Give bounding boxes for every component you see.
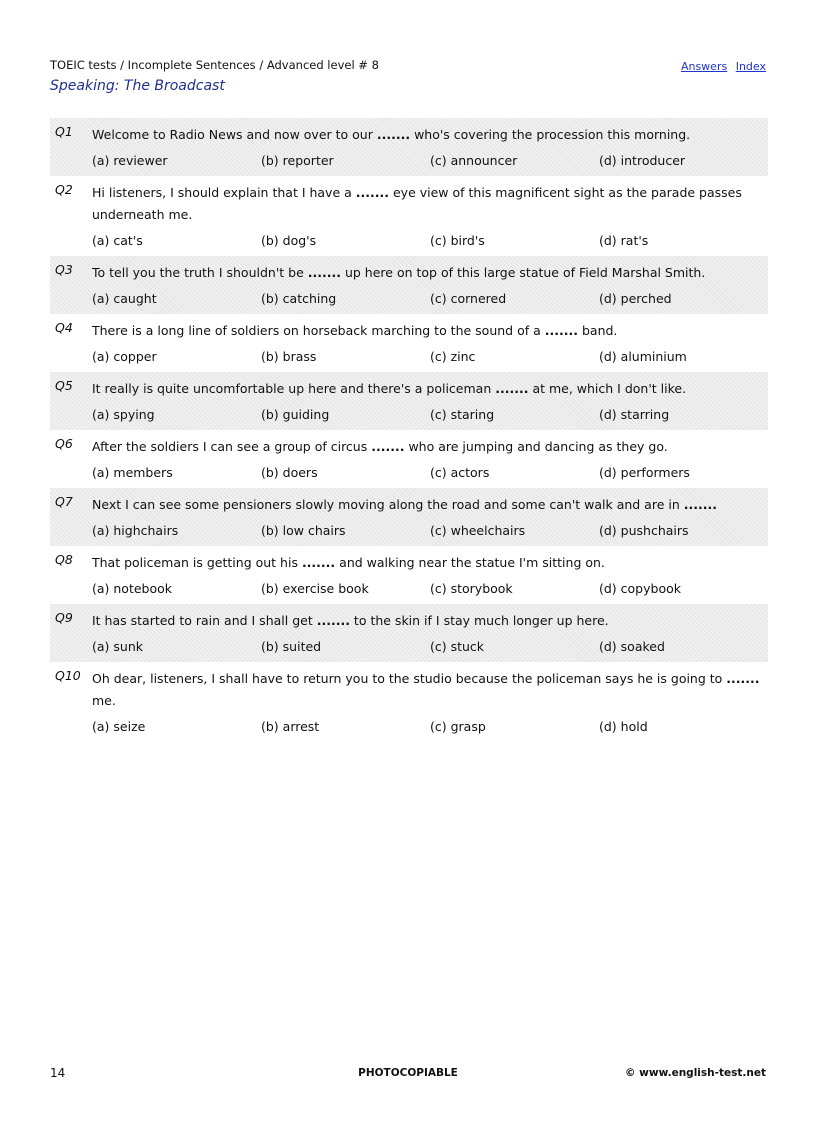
question-text-after: at me, which I don't like.: [528, 381, 687, 396]
question-text-before: It really is quite uncomfortable up here and there's a policeman: [92, 381, 496, 396]
answer-option-d[interactable]: (d) soaked: [599, 639, 665, 654]
question-text: [92, 668, 768, 712]
answer-options: [92, 230, 768, 252]
question-number: Q8: [55, 552, 73, 567]
answer-option-c[interactable]: (c) bird's: [430, 233, 485, 248]
question-text-after: up here on top of this large statue of Field Marshal Smith.: [341, 265, 706, 280]
question-text-after: who's covering the procession this morning.: [410, 127, 691, 142]
question-text: [92, 494, 768, 516]
question-text-before: There is a long line of soldiers on horseback marching to the sound of a: [92, 323, 545, 338]
answer-option-d[interactable]: (d) starring: [599, 407, 670, 422]
answer-option-c[interactable]: (c) staring: [430, 407, 495, 422]
question-text-before: That policeman is getting out his: [92, 555, 302, 570]
question-text-before: After the soldiers I can see a group of circus: [92, 439, 372, 454]
page-number: 14: [50, 1066, 66, 1080]
answer-option-b[interactable]: (b) dog's: [261, 233, 317, 248]
answer-option-d[interactable]: (d) introducer: [599, 153, 686, 168]
question-blank: .......: [355, 185, 390, 200]
question-text-before: It has started to rain and I shall get: [92, 613, 317, 628]
answer-options: [92, 404, 768, 426]
answer-option-a[interactable]: (a) highchairs: [92, 523, 179, 538]
answer-option-a[interactable]: (a) sunk: [92, 639, 143, 654]
question-text: [92, 552, 768, 574]
answer-option-c[interactable]: (c) wheelchairs: [430, 523, 526, 538]
page-header: [50, 58, 766, 94]
answer-option-c[interactable]: (c) announcer: [430, 153, 518, 168]
question-list: [50, 118, 768, 742]
answer-options: [92, 716, 768, 738]
photocopiable-label: PHOTOCOPIABLE: [358, 1067, 458, 1079]
breadcrumb: TOEIC tests / Incomplete Sentences / Advanced level # 8: [50, 58, 379, 72]
question-number: Q9: [55, 610, 73, 625]
answer-options: [92, 150, 768, 172]
question-text-before: Welcome to Radio News and now over to our: [92, 127, 377, 142]
question-blank: .......: [316, 613, 350, 628]
answer-option-a[interactable]: (a) copper: [92, 349, 157, 364]
answer-option-b[interactable]: (b) brass: [261, 349, 317, 364]
answer-option-b[interactable]: (b) catching: [261, 291, 337, 306]
question-text: [92, 320, 768, 342]
answer-option-b[interactable]: (b) suited: [261, 639, 322, 654]
answer-option-c[interactable]: (c) storybook: [430, 581, 513, 596]
answer-options: [92, 288, 768, 310]
question-text-before: To tell you the truth I shouldn't be: [92, 265, 308, 280]
question-blank: .......: [726, 671, 760, 686]
question-item: [50, 662, 768, 742]
answer-option-d[interactable]: (d) copybook: [599, 581, 681, 596]
answer-options: [92, 578, 768, 600]
answer-option-a[interactable]: (a) spying: [92, 407, 155, 422]
question-number: Q5: [55, 378, 73, 393]
question-item: [50, 430, 768, 488]
answer-option-a[interactable]: (a) seize: [92, 719, 146, 734]
question-text: [92, 182, 768, 226]
answer-option-c[interactable]: (c) stuck: [430, 639, 485, 654]
answer-option-c[interactable]: (c) cornered: [430, 291, 507, 306]
question-text-before: Oh dear, listeners, I shall have to return you to the studio because the policeman says he is going to: [92, 671, 727, 686]
question-item: [50, 314, 768, 372]
question-blank: .......: [495, 381, 529, 396]
copyright-notice: © www.english-test.net: [625, 1067, 766, 1079]
answer-option-a[interactable]: (a) caught: [92, 291, 157, 306]
question-blank: .......: [376, 127, 411, 142]
answer-options: [92, 462, 768, 484]
question-text-after: eye view of this magnificent sight as the parade passes underneath me.: [92, 185, 742, 222]
question-blank: .......: [371, 439, 405, 454]
answer-option-b[interactable]: (b) doers: [261, 465, 318, 480]
question-blank: .......: [683, 497, 717, 512]
question-blank: .......: [307, 265, 341, 280]
question-number: Q10: [55, 668, 81, 683]
answer-option-b[interactable]: (b) low chairs: [261, 523, 346, 538]
question-text-after: me.: [92, 693, 116, 708]
question-text: [92, 124, 768, 146]
answer-option-d[interactable]: (d) performers: [599, 465, 690, 480]
answer-option-a[interactable]: (a) notebook: [92, 581, 173, 596]
answer-option-b[interactable]: (b) reporter: [261, 153, 334, 168]
question-blank: .......: [301, 555, 336, 570]
answer-options: [92, 636, 768, 658]
question-blank: .......: [544, 323, 578, 338]
answer-option-b[interactable]: (b) exercise book: [261, 581, 369, 596]
question-number: Q7: [55, 494, 73, 509]
answer-option-a[interactable]: (a) reviewer: [92, 153, 168, 168]
question-number: Q3: [55, 262, 73, 277]
question-item: [50, 488, 768, 546]
answer-option-b[interactable]: (b) arrest: [261, 719, 320, 734]
question-number: Q1: [55, 124, 73, 139]
question-text-before: Next I can see some pensioners slowly moving along the road and some can't walk and are in: [92, 497, 684, 512]
question-item: [50, 176, 768, 256]
header-links: [676, 60, 766, 74]
answer-options: [92, 520, 768, 542]
answer-option-a[interactable]: (a) cat's: [92, 233, 143, 248]
index-link[interactable]: Index: [735, 60, 766, 73]
question-item: [50, 604, 768, 662]
answer-option-d[interactable]: (d) perched: [599, 291, 672, 306]
question-text: [92, 378, 768, 400]
page-subtitle: Speaking: The Broadcast: [50, 78, 225, 94]
question-item: [50, 118, 768, 176]
answer-option-b[interactable]: (b) guiding: [261, 407, 330, 422]
question-number: Q4: [55, 320, 73, 335]
answer-option-c[interactable]: (c) grasp: [430, 719, 486, 734]
question-item: [50, 546, 768, 604]
question-text-after: who are jumping and dancing as they go.: [404, 439, 668, 454]
question-item: [50, 372, 768, 430]
question-text: [92, 610, 768, 632]
question-number: Q2: [55, 182, 73, 197]
question-text: [92, 436, 768, 458]
answer-option-d[interactable]: (d) rat's: [599, 233, 649, 248]
answer-options: [92, 346, 768, 368]
question-number: Q6: [55, 436, 73, 451]
answer-option-a[interactable]: (a) members: [92, 465, 173, 480]
question-item: [50, 256, 768, 314]
answer-option-c[interactable]: (c) zinc: [430, 349, 476, 364]
answer-option-d[interactable]: (d) pushchairs: [599, 523, 689, 538]
answers-link[interactable]: Answers: [680, 60, 728, 73]
question-text-after: band.: [578, 323, 618, 338]
answer-option-d[interactable]: (d) aluminium: [599, 349, 687, 364]
question-text-after: and walking near the statue I'm sitting on.: [335, 555, 605, 570]
question-text-after: to the skin if I stay much longer up here.: [349, 613, 609, 628]
question-text-before: Hi listeners, I should explain that I have a: [92, 185, 356, 200]
answer-option-c[interactable]: (c) actors: [430, 465, 490, 480]
question-text: [92, 262, 768, 284]
answer-option-d[interactable]: (d) hold: [599, 719, 648, 734]
